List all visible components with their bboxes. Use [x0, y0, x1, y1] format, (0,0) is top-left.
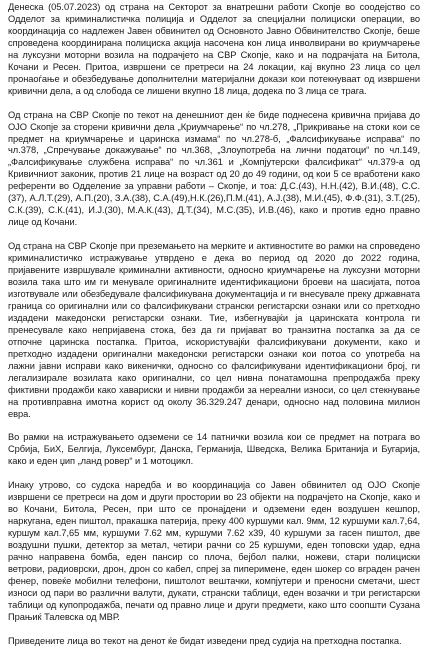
article-paragraph-5: Инаку утрово, со судска наредба и во координација со Јавен обвинител од ОЈО Скопје извршени се претреси на дом и други простории во 23 објекти на подрачјето на Скопје, како и во Кочани, Битола, Ресен, при што се пронајдени и одземени еден воздушен кешпор, наркугана, еден пиштол, пракашка патерија, преку 400 куршуми кал. 9мм, 12 куршуми кал.7,64, куршум кал.7,65 мм, куршуми 7.62 мм, куршуми 7.62 х39, 40 куршуми за гасен пиштол, две воздушни пушки, детектор за метал, четири рачни со 25 куршуми, еден топовски удар, една рачно направена бомба, еден пансир со плоча, бејбол палки, ножеви, стари полициски ветрови, радиоврски, дрон, дрон со кабел, спреј за пиперимене, еден шокер со вграден рачен фенер, повеќе мобилни телефони, пиштолот вештачки, компјутери и преносни сметачи, шест износи од пари во различни валути, дукати, странски таблици, еден возачки и три регистарски таблици од купопродажба, печати од правно лице и други предмети, како што соопшти Сузана Прањиќ Талевска од МВР. [8, 480, 420, 622]
article-paragraph-4: Во рамки на истражувањето одземени се 14 патнички возила кои се предмет на потрага во Србија, БиХ, Белгија, Луксембург, Данска, Германија, Шведска, Велика Британија и Бугарија, како и еден џип „ланд ровер“ и 1 мотоцикл. [8, 432, 420, 467]
article-paragraph-3: Од страна на СВР Скопје при преземањето на мерките и активностите во рамки на спроведено криминалистичко истражување утврдено е дека во период од 2020 до 2022 година, пријавените извршувале криминални активности, односно криумчарење на луксузни моторни возила така што им ги менувале оригиналните идентификациони броеви на шасијата, потоа изготвувале или обезбедувале фалсификувана документација и ги внесувале преку државната граница со оригинални или со фалсификувани странски регистарски ознаки или со претходно издадени македонски регистарски ознаки. Тие, избегнувајќи ја царинската контрола ги пренесувале како непријавена стока, без да ги пријават во транзитна постапка за да се отпочне царинска постапка. Притоа, искористувајќи фалсификувани документи, како и претходно издадени оригинални македонски регистарски ознаки кои потоа со употреба на лажни јавни исправи како викенички, односно со фалсификувани идентификациони број, ги легализирале возилата како оригинални, со цел нивна понатамошна препродажба преку фиктивни продажби како хавариски и нивни продажби за нереални износи, со цел стекнување на противправна имотна корист од околу 36.329.247 денари, односно над половина милион евра. [8, 241, 420, 419]
article-paragraph-6: Приведените лица во текот на денот ќе бидат изведени пред судија на претходна постапка. [8, 635, 402, 646]
article-paragraph-2: Од страна на СВР Скопје по текот на денешниот ден ќе биде поднесена кривична пријава до ОЈО Скопје за сторени кривични дела „Криумчарење“ по чл.278, „Прикривање на стоки кои се предмет на криумчарење и царинска измама“ по чл.278-б, „Фалсификување исправа“ по чл.378, „Спречување докажување“ по чл.368, „Злоупотреба на лични податоци“ по чл.149, „Фалсификување службена исправа“ по чл.361 и „Компјутерски фалсификат“ чл.379-а од Кривичниот законик, против 21 лице на возраст од 20 до 49 години, од кои 5 се вработени како референти во Одделение за управни работи – Скопје, и тоа: Д.С.(43), Н.Н.(42), В.И.(48), С.С.(37), А.Л.Т.(29), А.П.(20), З.А.(38), С.А.(49),Н.К.(26),П.М.(41), А.Ј.(38), М.И.(45), Ф.Ф.(31), З.Т.(25), С.К.(39), С.К.(41), И.Ј.(30), М.А.К.(43), Д.Т.(34), М.С.(35), И.В.(46), како и против едно правно лице од Кочани. [8, 109, 420, 228]
article-paragraph-1: Денеска (05.07.2023) од страна на Секторот за внатрешни работи Скопје во соодејство со Одделот за криминалистичка полиција и Одделот за специјални полициски операции, во координација со надлежен Јавен обвинител од Основното Јавно Обвинителство Скопје, беше спроведена координирана полициска акција насочена кон лица инволвирани во криумчарење на луксузни моторни возила на подрачјето на СВР Скопје, како и на подрачјата на Битола, Кочани и Ресен. Притоа, извршени се претреси на 24 локации, кај вкупно 23 лица со цел пронаоѓање и обезбедување дополнителни материјални докази кои потекнуваат од извршени кривични дела, а од слобода се лишени вкупно 18 лица, додека по 3 лица се трага. [8, 2, 420, 96]
